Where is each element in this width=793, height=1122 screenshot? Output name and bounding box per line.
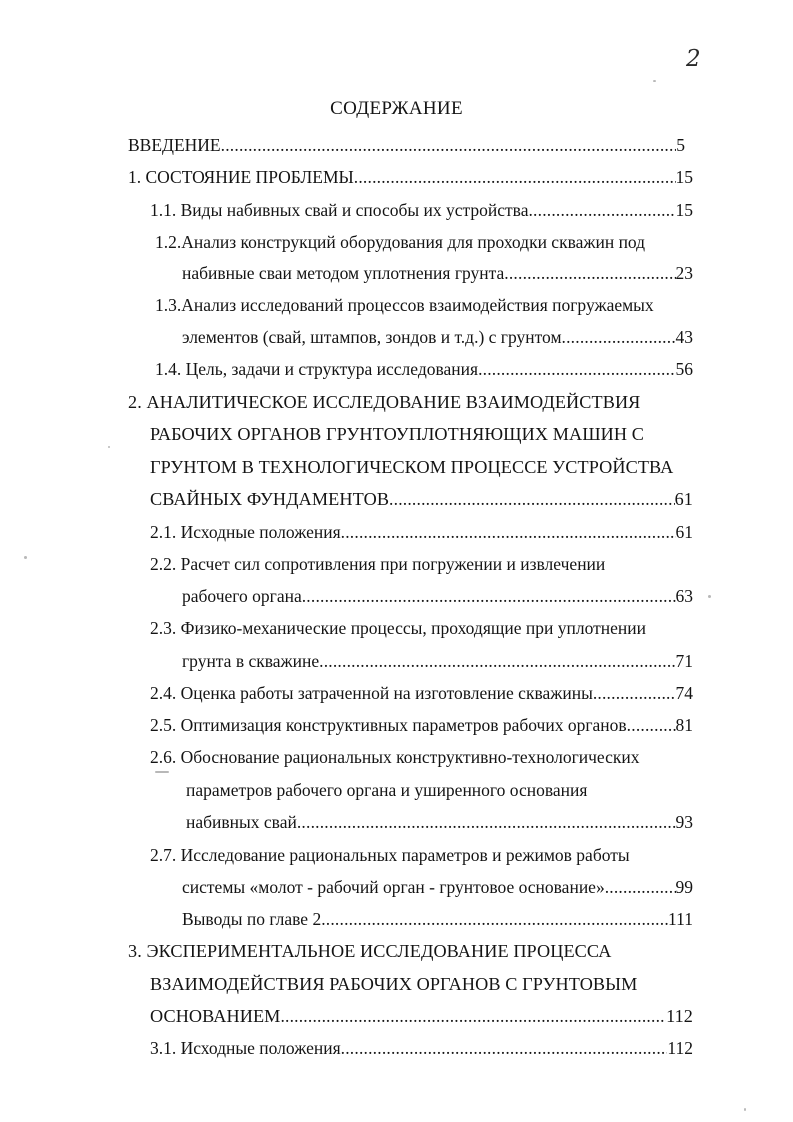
toc-entry-text: набивных свай (186, 812, 297, 832)
toc-entry-text: набивные сваи методом уплотнения грунта (182, 263, 505, 283)
page-number: 2 (686, 46, 701, 72)
toc-entry-text: 2.7. Исследование рациональных параметров и режимов работы (150, 845, 630, 865)
toc-entry-chapter-3-cont (150, 971, 637, 997)
dot-leader (478, 356, 675, 382)
toc-entry-3-1 (150, 1035, 693, 1061)
toc-entry-page: 43 (675, 327, 693, 347)
toc-entry-introduction (128, 132, 685, 158)
toc-entry-page: 61 (674, 489, 693, 509)
toc-entry-text: 1.2.Анализ конструкций оборудования для проходки скважин под (155, 232, 646, 252)
dot-leader (528, 197, 675, 223)
toc-entry-text: системы «молот - рабочий орган - грунтовое основание» (182, 877, 605, 897)
toc-entry-text: рабочего органа (182, 586, 302, 606)
dot-leader (562, 324, 676, 350)
toc-entry-text: 1.1. Виды набивных свай и способы их устройства (150, 200, 529, 220)
toc-entry-page: 56 (675, 359, 693, 379)
toc-entry-chapter-2-cont (150, 421, 644, 447)
scan-speck (155, 771, 169, 773)
toc-entry-text: 2.4. Оценка работы затраченной на изготовление скважины (150, 683, 593, 703)
toc-entry-page: 15 (675, 167, 693, 187)
toc-entry-chapter-2-cont (150, 486, 693, 512)
toc-entry-2-3-cont (182, 648, 693, 674)
toc-entry-text: параметров рабочего органа и уширенного основания (186, 780, 588, 800)
toc-entry-2-7 (150, 842, 630, 868)
toc-entry-2-5 (150, 712, 693, 738)
toc-entry-chapter-2-cont (150, 454, 673, 480)
dot-leader (504, 260, 675, 286)
toc-entry-text: ОСНОВАНИЕМ (150, 1006, 281, 1026)
toc-entry-2-6-cont (186, 777, 587, 803)
toc-entry-text: 2.6. Обоснование рациональных конструктивно-технологических (150, 747, 640, 767)
toc-entry-text: 2.3. Физико-механические процессы, проходящие при уплотнении (150, 618, 646, 638)
toc-entry-page: 71 (675, 651, 693, 671)
toc-entry-text: РАБОЧИХ ОРГАНОВ ГРУНТОУПЛОТНЯЮЩИХ МАШИН С (150, 424, 645, 444)
toc-entry-text: 2. АНАЛИТИЧЕСКОЕ ИССЛЕДОВАНИЕ ВЗАИМОДЕЙСТВИЯ (128, 392, 641, 412)
toc-entry-1-3 (155, 292, 654, 318)
dot-leader (302, 583, 676, 609)
dot-leader (319, 648, 675, 674)
scan-speck (108, 446, 110, 448)
toc-entry-page: 99 (675, 877, 693, 897)
toc-entry-conclusions-2 (182, 906, 693, 932)
toc-entry-text: СВАЙНЫХ ФУНДАМЕНТОВ (150, 489, 390, 509)
toc-entry-page: 61 (675, 522, 693, 542)
scan-speck (708, 595, 711, 598)
dot-leader (593, 680, 676, 706)
toc-entry-text: 2.5. Оптимизация конструктивных параметров рабочих органов (150, 715, 627, 735)
scan-speck (24, 556, 27, 559)
toc-entry-text: ВЗАИМОДЕЙСТВИЯ РАБОЧИХ ОРГАНОВ С ГРУНТОВЫМ (150, 974, 638, 994)
scan-speck (744, 1108, 746, 1111)
toc-entry-chapter-3 (128, 938, 611, 964)
toc-entry-text: 3.1. Исходные положения (150, 1038, 341, 1058)
toc-entry-text: 3. ЭКСПЕРИМЕНТАЛЬНОЕ ИССЛЕДОВАНИЕ ПРОЦЕССА (128, 941, 612, 961)
dot-leader (341, 1035, 668, 1061)
toc-entry-1-4 (155, 356, 693, 382)
toc-entry-2-2 (150, 551, 605, 577)
dot-leader (221, 132, 677, 158)
scan-speck (653, 80, 656, 82)
toc-entry-chapter-1 (128, 164, 693, 190)
dot-leader (341, 519, 676, 545)
toc-entry-2-6-cont (186, 809, 693, 835)
toc-entry-text: ГРУНТОМ В ТЕХНОЛОГИЧЕСКОМ ПРОЦЕССЕ УСТРОЙСТВА (150, 457, 674, 477)
toc-entry-text: грунта в скважине (182, 651, 320, 671)
toc-entry-text: 1. СОСТОЯНИЕ ПРОБЛЕМЫ (128, 167, 354, 187)
dot-leader (389, 486, 675, 512)
toc-entry-2-7-cont (182, 874, 693, 900)
toc-entry-1-3-cont (182, 324, 693, 350)
dot-leader (280, 1003, 666, 1029)
toc-entry-1-2 (155, 229, 645, 255)
toc-entry-page: 111 (668, 909, 693, 929)
toc-entry-page: 63 (675, 586, 693, 606)
dot-leader (321, 906, 668, 932)
toc-entry-2-1 (150, 519, 693, 545)
toc-entry-page: 112 (666, 1006, 693, 1026)
toc-entry-page: 93 (675, 812, 693, 832)
dot-leader (605, 874, 676, 900)
toc-entry-text: элементов (свай, штампов, зондов и т.д.) с грунтом (182, 327, 562, 347)
toc-entry-page: 15 (675, 200, 693, 220)
dot-leader (627, 712, 676, 738)
toc-entry-page: 23 (675, 263, 693, 283)
toc-entry-text: 1.4. Цель, задачи и структура исследования (155, 359, 479, 379)
toc-entry-2-4 (150, 680, 693, 706)
toc-entry-text: 1.3.Анализ исследований процессов взаимодействия погружаемых (155, 295, 654, 315)
toc-entry-page: 74 (675, 683, 693, 703)
toc-entry-text: 2.2. Расчет сил сопротивления при погружении и извлечении (150, 554, 606, 574)
toc-entry-1-2-cont (182, 260, 693, 286)
toc-entry-page: 5 (676, 135, 685, 155)
toc-entry-2-3 (150, 615, 646, 641)
toc-entry-page: 81 (675, 715, 693, 735)
toc-entry-1-1 (150, 197, 693, 223)
page-title: СОДЕРЖАНИЕ (330, 98, 463, 119)
toc-entry-chapter-2 (128, 389, 640, 415)
toc-entry-page: 112 (667, 1038, 693, 1058)
toc-entry-text: ВВЕДЕНИЕ (128, 135, 221, 155)
dot-leader (354, 164, 676, 190)
dot-leader (297, 809, 676, 835)
toc-entry-2-2-cont (182, 583, 693, 609)
toc-entry-2-6 (150, 744, 640, 770)
toc-entry-text: Выводы по главе 2 (182, 909, 322, 929)
toc-entry-chapter-3-cont (150, 1003, 693, 1029)
toc-entry-text: 2.1. Исходные положения (150, 522, 341, 542)
